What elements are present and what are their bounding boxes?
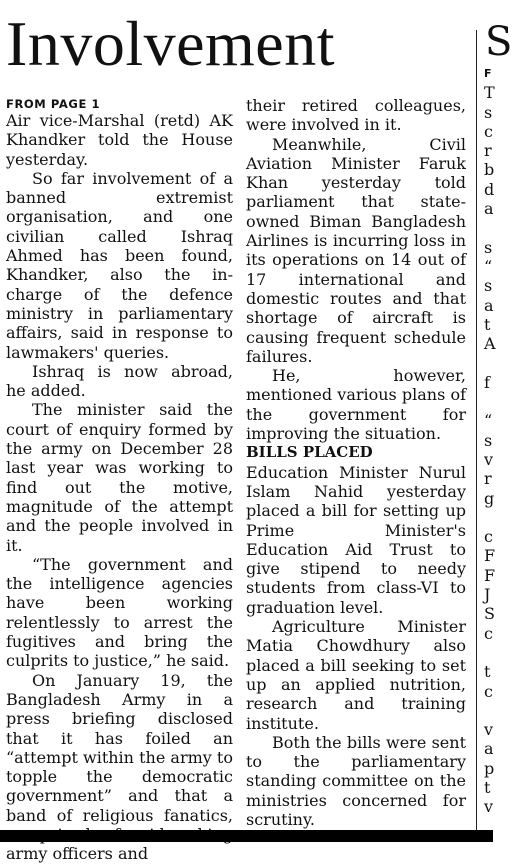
adjacent-text-fragment: c bbox=[484, 681, 493, 701]
headline: Involvement bbox=[6, 8, 335, 79]
adjacent-text-fragment: g bbox=[484, 488, 495, 508]
adjacent-text-fragment bbox=[484, 701, 524, 720]
adjacent-text-fragment: v bbox=[484, 720, 494, 740]
subhead: BILLS PLACED bbox=[246, 443, 373, 462]
adjacent-text-fragment: t bbox=[484, 662, 491, 682]
paragraph: Air vice-Marshal (retd) AK Khandker told the House yesterday. bbox=[6, 111, 233, 169]
adjacent-text-fragment: a bbox=[484, 295, 494, 315]
adjacent-text-fragment: r bbox=[484, 141, 492, 161]
adjacent-text-fragment: r bbox=[484, 469, 492, 489]
adjacent-text-fragment: T bbox=[484, 83, 495, 103]
adjacent-kicker-fragment: F bbox=[484, 67, 492, 80]
paragraph: Ishraq is now abroad, he added. bbox=[6, 361, 233, 401]
adjacent-text-fragment: b bbox=[484, 160, 495, 180]
adjacent-text-fragment: c bbox=[484, 527, 493, 547]
paragraph: their retired colleagues, were involved in it. bbox=[246, 96, 466, 135]
adjacent-text-fragment: t bbox=[484, 777, 491, 797]
paragraph: The minister said the court of enquiry formed by the army on December 28 last year was working to find out the motive, magnitude of the attempt and the people involved in it. bbox=[6, 400, 233, 555]
adjacent-text-fragment: v bbox=[484, 449, 494, 469]
adjacent-text-fragment bbox=[484, 508, 524, 527]
adjacent-headline-fragment: S bbox=[485, 19, 513, 65]
paragraph: So far involvement of a banned extremist organisation, and one civilian called Ishraq Ahmed has been found, Khandker, also the in-charge of the defence ministry in parliamentary affairs, said in response to lawmakers' queries. bbox=[6, 168, 233, 362]
adjacent-text-fragment: d bbox=[484, 179, 495, 199]
paragraph: “The government and the intelligence agencies have been working relentlessly to arrest the fugitives and bring the culprits to justice,” he said. bbox=[6, 554, 233, 671]
adjacent-text-fragment: s bbox=[484, 276, 493, 296]
adjacent-text-fragment: s bbox=[484, 430, 493, 450]
adjacent-text-fragment: F bbox=[484, 565, 496, 585]
paragraph: Education Minister Nurul Islam Nahid yesterday placed a bill for setting up Prime Minister's Education Aid Trust to give stipend to needy students from class-VI to graduation level. bbox=[246, 462, 466, 617]
paragraph: Agriculture Minister Matia Chowdhury also placed a bill seeking to set up an applied nutrition, research and training institute. bbox=[246, 617, 466, 733]
adjacent-text-fragment: s bbox=[484, 102, 493, 122]
kicker: FROM PAGE 1 bbox=[6, 97, 101, 111]
adjacent-text-fragment: p bbox=[484, 758, 495, 778]
adjacent-text-fragment: c bbox=[484, 623, 493, 643]
adjacent-text-fragment: t bbox=[484, 314, 491, 334]
adjacent-text-fragment: v bbox=[484, 797, 494, 817]
page-bottom-bar bbox=[0, 830, 493, 842]
adjacent-text-fragment: c bbox=[484, 121, 493, 141]
article-column-1 bbox=[6, 98, 233, 864]
paragraph: Both the bills were sent to the parliamentary standing committee on the ministries concerned for scrutiny. bbox=[246, 732, 466, 829]
paragraph: He, however, mentioned various plans of the government for improving the situation. bbox=[246, 366, 466, 444]
adjacent-text-fragment: F bbox=[484, 546, 496, 566]
adjacent-text-fragment: J bbox=[484, 585, 491, 605]
paragraph: On January 19, the Bangladesh Army in a press briefing disclosed that it has foiled an “attempt within the army to topple the democratic government” and that a band of religious fanatics, army officers and bbox=[6, 670, 233, 864]
adjacent-column-fragment bbox=[484, 64, 524, 817]
article-column-2 bbox=[246, 96, 466, 829]
paragraph: Meanwhile, Civil Aviation Minister Faruk Khan yesterday told parliament that state-owned Biman Bangladesh Airlines is incurring loss in its operations on 14 out of 17 international and domestic routes and that shortage of aircraft is causing frequent schedule failures. bbox=[246, 134, 466, 366]
adjacent-text-fragment: f bbox=[484, 372, 490, 392]
adjacent-text-fragment: “ bbox=[484, 411, 493, 431]
adjacent-text-fragment bbox=[484, 218, 524, 237]
adjacent-text-fragment bbox=[484, 643, 524, 662]
column-divider bbox=[476, 30, 477, 830]
adjacent-text-fragment: S bbox=[484, 604, 495, 624]
adjacent-text-fragment: s bbox=[484, 237, 493, 257]
adjacent-text-fragment: a bbox=[484, 739, 494, 759]
adjacent-text-fragment: a bbox=[484, 199, 494, 219]
adjacent-text-fragment: “ bbox=[484, 256, 493, 276]
adjacent-text-fragment bbox=[484, 353, 524, 372]
adjacent-text-fragment: A bbox=[484, 334, 496, 354]
adjacent-text-fragment bbox=[484, 392, 524, 411]
